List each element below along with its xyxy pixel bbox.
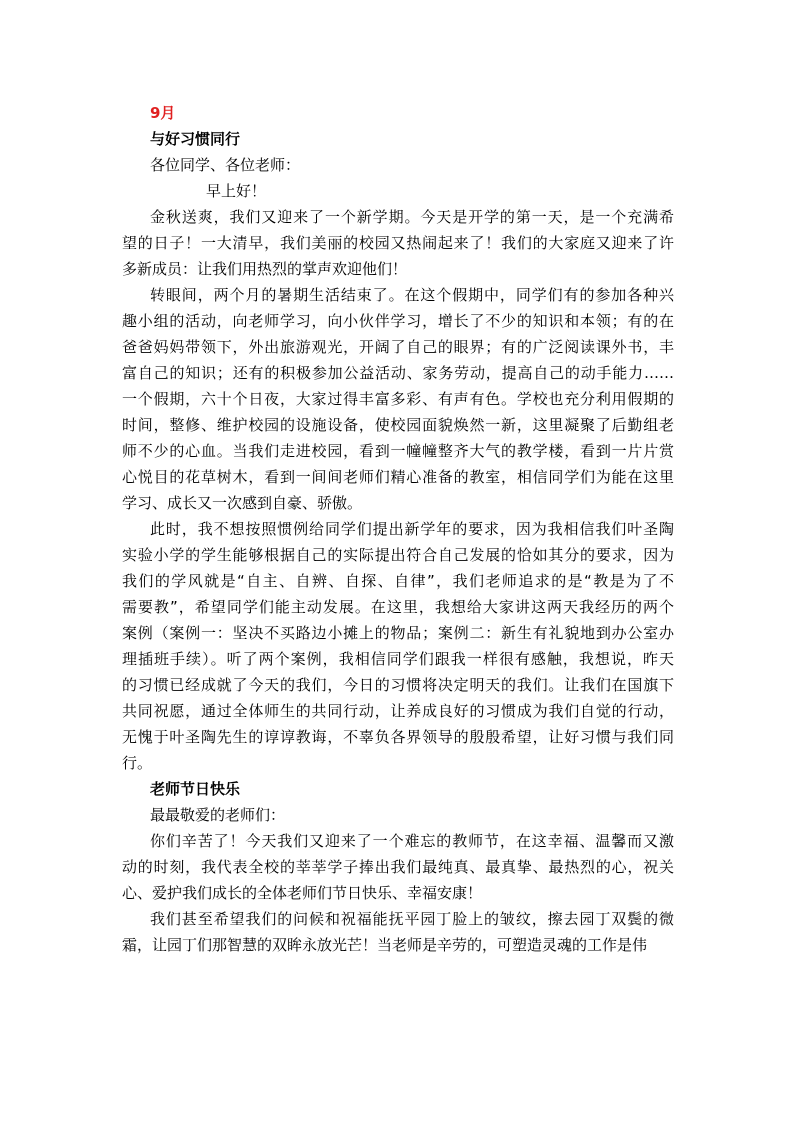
paragraph-line: 望的日子！一大清早，我们美丽的校园又热闹起来了！我们的大家庭又迎来了许 [122,234,674,252]
paragraph-line: 无愧于叶圣陶先生的谆谆教诲，不辜负各界领导的殷殷希望，让好习惯与我们同 [122,728,674,746]
paragraph [122,204,674,282]
paragraph-line: 一个假期，六十个日夜，大家过得丰富多彩、有声有色。学校也充分利用假期的 [122,390,674,408]
paragraph-line: 动的时刻，我代表全校的莘莘学子捧出我们最纯真、最真挚、最热烈的心，祝关 [122,858,674,876]
paragraph-line: 爸爸妈妈带领下，外出旅游观光，开阔了自己的眼界；有的广泛阅读课外书，丰 [122,338,674,356]
paragraph-line: 转眼间，两个月的暑期生活结束了。在这个假期中，同学们有的参加各种兴 [150,286,674,304]
document-page [122,100,674,958]
section1-body [122,204,674,776]
paragraph-line: 时间，整修、维护校园的设施设备，使校园面貌焕然一新，这里凝聚了后勤组老 [122,416,674,434]
paragraph-line: 此时，我不想按照惯例给同学们提出新学年的要求，因为我相信我们叶圣陶 [150,520,674,538]
paragraph-line: 的习惯已经成就了今天的我们，今日的习惯将决定明天的我们。让我们在国旗下 [122,676,674,694]
paragraph [122,828,674,906]
paragraph-line: 多新成员：让我们用热烈的掌声欢迎他们！ [122,260,408,278]
section2-salutation: 最最敬爱的老师们： [150,806,286,824]
paragraph-line: 你们辛苦了！今天我们又迎来了一个难忘的教师节，在这幸福、温馨而又激 [150,832,674,850]
paragraph-line: 共同祝愿，通过全体师生的共同行动，让养成良好的习惯成为我们自觉的行动， [122,702,674,720]
paragraph-line: 霜，让园丁们那智慧的双眸永放光芒！当老师是辛劳的，可塑造灵魂的工作是伟 [122,936,648,954]
section1-title: 与好习惯同行 [150,130,241,148]
paragraph-line: 师不少的心血。当我们走进校园，看到一幢幢整齐大气的教学楼，看到一片片赏 [122,442,674,460]
paragraph-line: 理插班手续）。听了两个案例，我相信同学们跟我一样很有感触，我想说，昨天 [122,650,674,668]
paragraph-line: 行。 [122,754,153,772]
paragraph-line: 我们的学风就是“自主、自辨、自探、自律”，我们老师追求的是“教是为了不 [122,572,674,590]
paragraph [122,906,674,958]
paragraph-line: 金秋送爽，我们又迎来了一个新学期。今天是开学的第一天，是一个充满希 [150,208,674,226]
section1-greeting: 早上好！ [206,182,267,200]
paragraph-line: 富自己的知识；还有的积极参加公益活动、家务劳动，提高自己的动手能力…… [122,364,674,382]
paragraph [122,516,674,776]
paragraph-line: 实验小学的学生能够根据自己的实际提出符合自己发展的恰如其分的要求，因为 [122,546,674,564]
paragraph-line: 学习、成长又一次感到自豪、骄傲。 [122,494,363,512]
section1-salutation: 各位同学、各位老师： [150,156,301,174]
paragraph-line: 需要教”，希望同学们能主动发展。在这里，我想给大家讲这两天我经历的两个 [122,598,674,616]
month-label: 9月 [150,104,176,122]
paragraph-line: 趣小组的活动，向老师学习，向小伙伴学习，增长了不少的知识和本领；有的在 [122,312,674,330]
paragraph-line: 案例（案例一：坚决不买路边小摊上的物品；案例二：新生有礼貌地到办公室办 [122,624,674,642]
paragraph [122,282,674,516]
section2-title: 老师节日快乐 [150,780,241,798]
paragraph-line: 心、爱护我们成长的全体老师们节日快乐、幸福安康！ [122,884,483,902]
paragraph-line: 我们甚至希望我们的问候和祝福能抚平园丁脸上的皱纹，擦去园丁双鬓的微 [150,910,674,928]
section2-body [122,828,674,958]
paragraph-line: 心悦目的花草树木，看到一间间老师们精心准备的教室，相信同学们为能在这里 [122,468,674,486]
